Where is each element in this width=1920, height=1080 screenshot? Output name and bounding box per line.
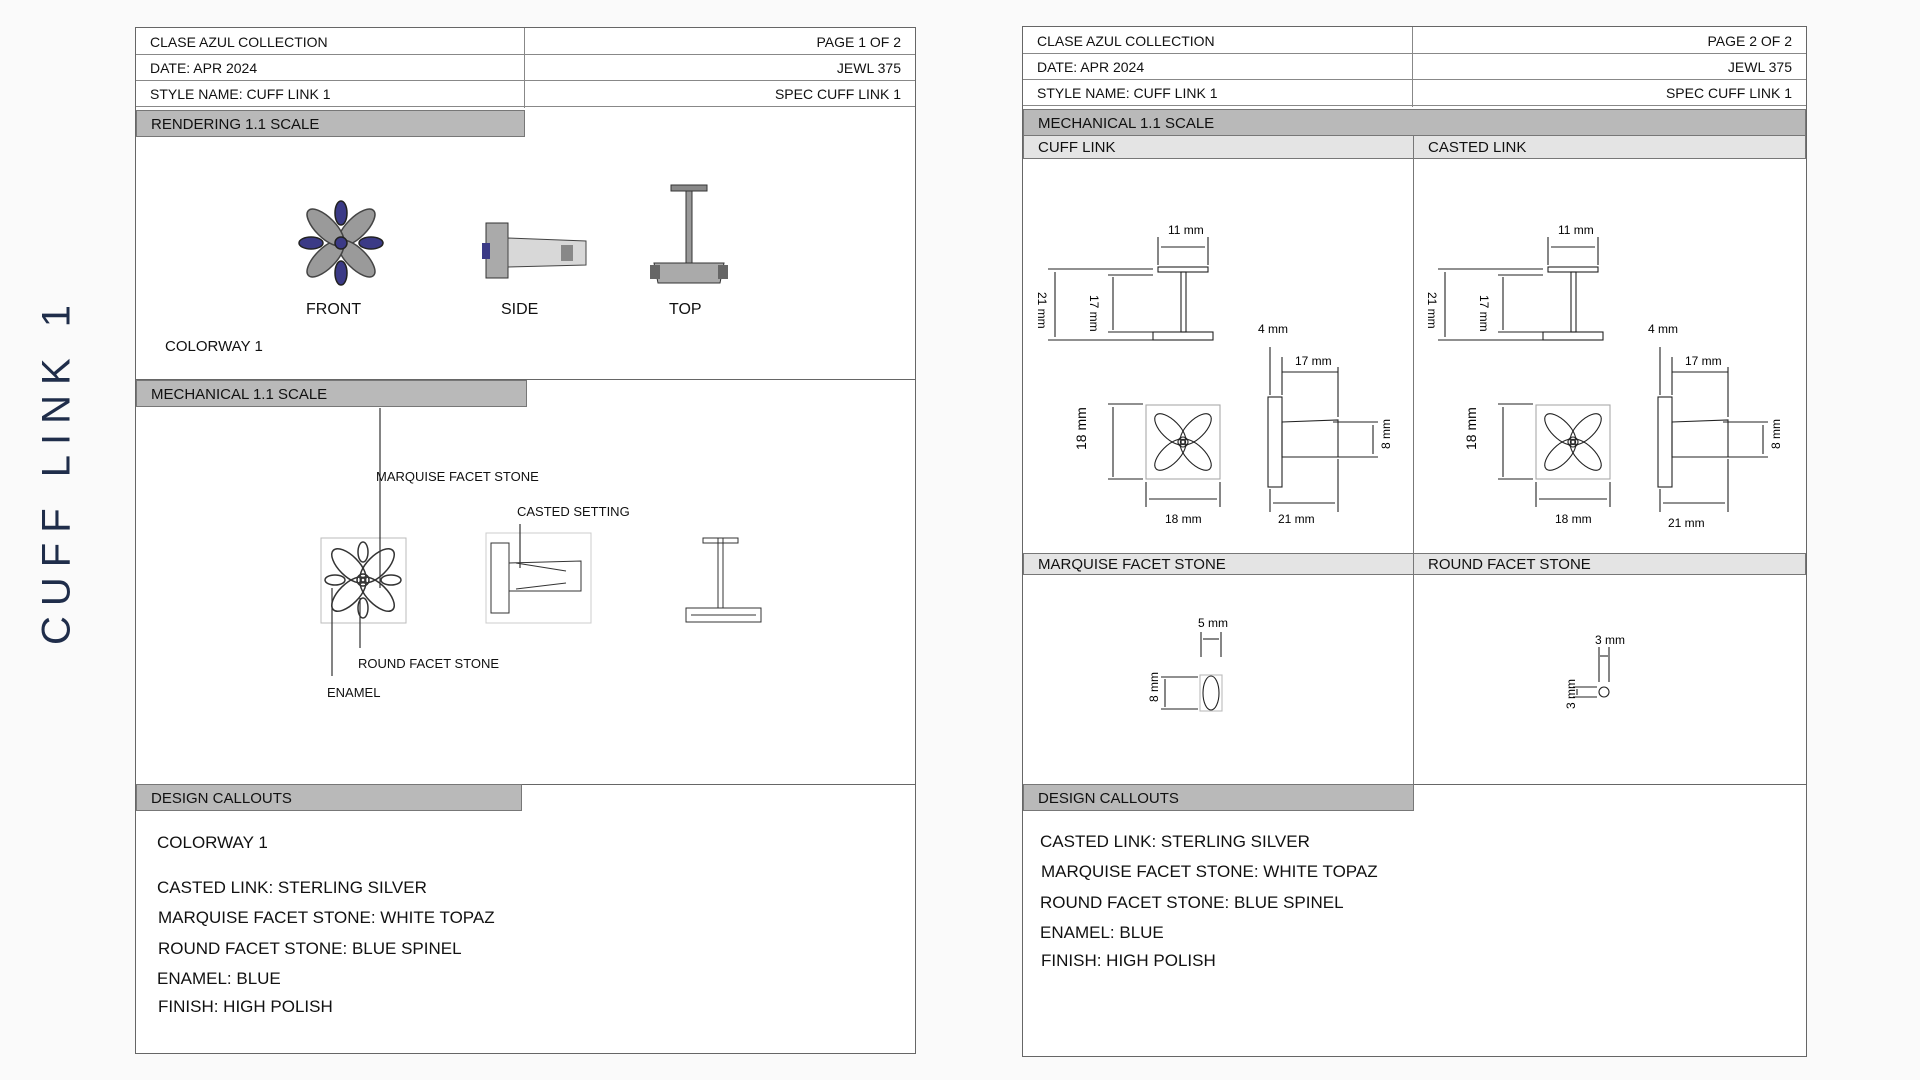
- dim-post-height: 17 mm: [1477, 295, 1491, 332]
- callout-colorway: COLORWAY 1: [157, 833, 268, 852]
- side-title: CUFF LINK 1: [34, 294, 79, 646]
- dim-top-width: 11 mm: [1558, 223, 1594, 237]
- spec-sheet-page-1: [135, 27, 916, 1054]
- dim-bar-length: 17 mm: [1295, 354, 1332, 368]
- design-callouts-title: DESIGN CALLOUTS: [1023, 784, 1414, 811]
- date: DATE: APR 2024: [1037, 59, 1145, 75]
- callout-line: FINISH: HIGH POLISH: [158, 997, 333, 1016]
- label-marquise-facet-stone: MARQUISE FACET STONE: [376, 469, 539, 484]
- round-stone-subtitle: ROUND FACET STONE: [1413, 553, 1806, 575]
- dim-side-width: 21 mm: [1668, 516, 1705, 530]
- dim-side-height: 8 mm: [1379, 419, 1393, 449]
- dim-total-height: 21 mm: [1425, 292, 1439, 329]
- callout-line: CASTED LINK: STERLING SILVER: [1040, 832, 1310, 851]
- mechanical-section-title: MECHANICAL 1.1 SCALE: [136, 380, 527, 407]
- dim-front-height: 18 mm: [1463, 407, 1479, 450]
- callout-line: ROUND FACET STONE: BLUE SPINEL: [1040, 893, 1344, 912]
- round-stone-drawing: [1543, 633, 1663, 722]
- marquise-height: 8 mm: [1147, 672, 1161, 702]
- dim-top-width: 11 mm: [1168, 223, 1204, 237]
- view-label-top: TOP: [669, 301, 702, 318]
- date: DATE: APR 2024: [150, 60, 258, 76]
- dim-front-width: 18 mm: [1165, 512, 1202, 526]
- style-name: STYLE NAME: CUFF LINK 1: [1037, 85, 1218, 101]
- rendering-section-title: RENDERING 1.1 SCALE: [136, 110, 525, 137]
- callout-line: CASTED LINK: STERLING SILVER: [157, 878, 427, 897]
- view-label-side: SIDE: [501, 301, 539, 318]
- jewel-code: JEWL 375: [1727, 59, 1792, 75]
- dim-bar-length: 17 mm: [1685, 354, 1722, 368]
- mechanical-section-title: MECHANICAL 1.1 SCALE: [1023, 109, 1806, 136]
- style-name: STYLE NAME: CUFF LINK 1: [150, 86, 331, 102]
- callout-line: FINISH: HIGH POLISH: [1041, 951, 1216, 970]
- spec-name: SPEC CUFF LINK 1: [1665, 85, 1792, 101]
- design-callouts-title: DESIGN CALLOUTS: [136, 784, 522, 811]
- rendering-colorway: COLORWAY 1: [165, 338, 263, 355]
- dim-base-offset: 4 mm: [1258, 322, 1288, 336]
- callout-leaders: [136, 28, 917, 728]
- callout-line: ENAMEL: BLUE: [157, 969, 281, 988]
- marquise-stone-drawing: [1143, 616, 1263, 717]
- label-casted-setting: CASTED SETTING: [517, 504, 630, 519]
- dim-total-height: 21 mm: [1035, 292, 1049, 329]
- cuff-link-technical-drawing: [1033, 207, 1403, 547]
- dim-post-height: 17 mm: [1087, 295, 1101, 332]
- header-row-2: [1023, 53, 1806, 80]
- round-width: 3 mm: [1595, 633, 1625, 647]
- page-number: PAGE 1 OF 2: [816, 34, 901, 50]
- dim-front-height: 18 mm: [1073, 407, 1089, 450]
- label-round-facet-stone: ROUND FACET STONE: [358, 656, 500, 671]
- dim-side-height: 8 mm: [1769, 419, 1783, 449]
- collection-name: CLASE AZUL COLLECTION: [1037, 33, 1215, 49]
- page-number: PAGE 2 OF 2: [1707, 33, 1792, 49]
- spec-sheet-page-2: [1022, 26, 1807, 1057]
- dim-side-width: 21 mm: [1278, 512, 1315, 526]
- callout-line: ROUND FACET STONE: BLUE SPINEL: [158, 939, 462, 958]
- dim-base-offset: 4 mm: [1648, 322, 1678, 336]
- callout-line: MARQUISE FACET STONE: WHITE TOPAZ: [1041, 862, 1378, 881]
- view-label-front: FRONT: [306, 301, 362, 318]
- callout-line: MARQUISE FACET STONE: WHITE TOPAZ: [158, 908, 495, 927]
- marquise-width: 5 mm: [1198, 616, 1228, 630]
- round-height: 3 mm: [1564, 679, 1578, 709]
- label-enamel: ENAMEL: [327, 685, 381, 700]
- header-row-1: [1023, 27, 1806, 54]
- column-divider: [1413, 135, 1414, 810]
- callout-line: ENAMEL: BLUE: [1040, 923, 1164, 942]
- marquise-stone-subtitle: MARQUISE FACET STONE: [1023, 553, 1414, 575]
- collection-name: CLASE AZUL COLLECTION: [150, 34, 328, 50]
- dim-front-width: 18 mm: [1555, 512, 1592, 526]
- casted-link-subtitle: CASTED LINK: [1413, 135, 1806, 159]
- cuff-link-subtitle: CUFF LINK: [1023, 135, 1414, 159]
- jewel-code: JEWL 375: [836, 60, 901, 76]
- header-row-3: [1023, 79, 1806, 106]
- spec-name: SPEC CUFF LINK 1: [774, 86, 901, 102]
- casted-link-technical-drawing: [1423, 207, 1793, 547]
